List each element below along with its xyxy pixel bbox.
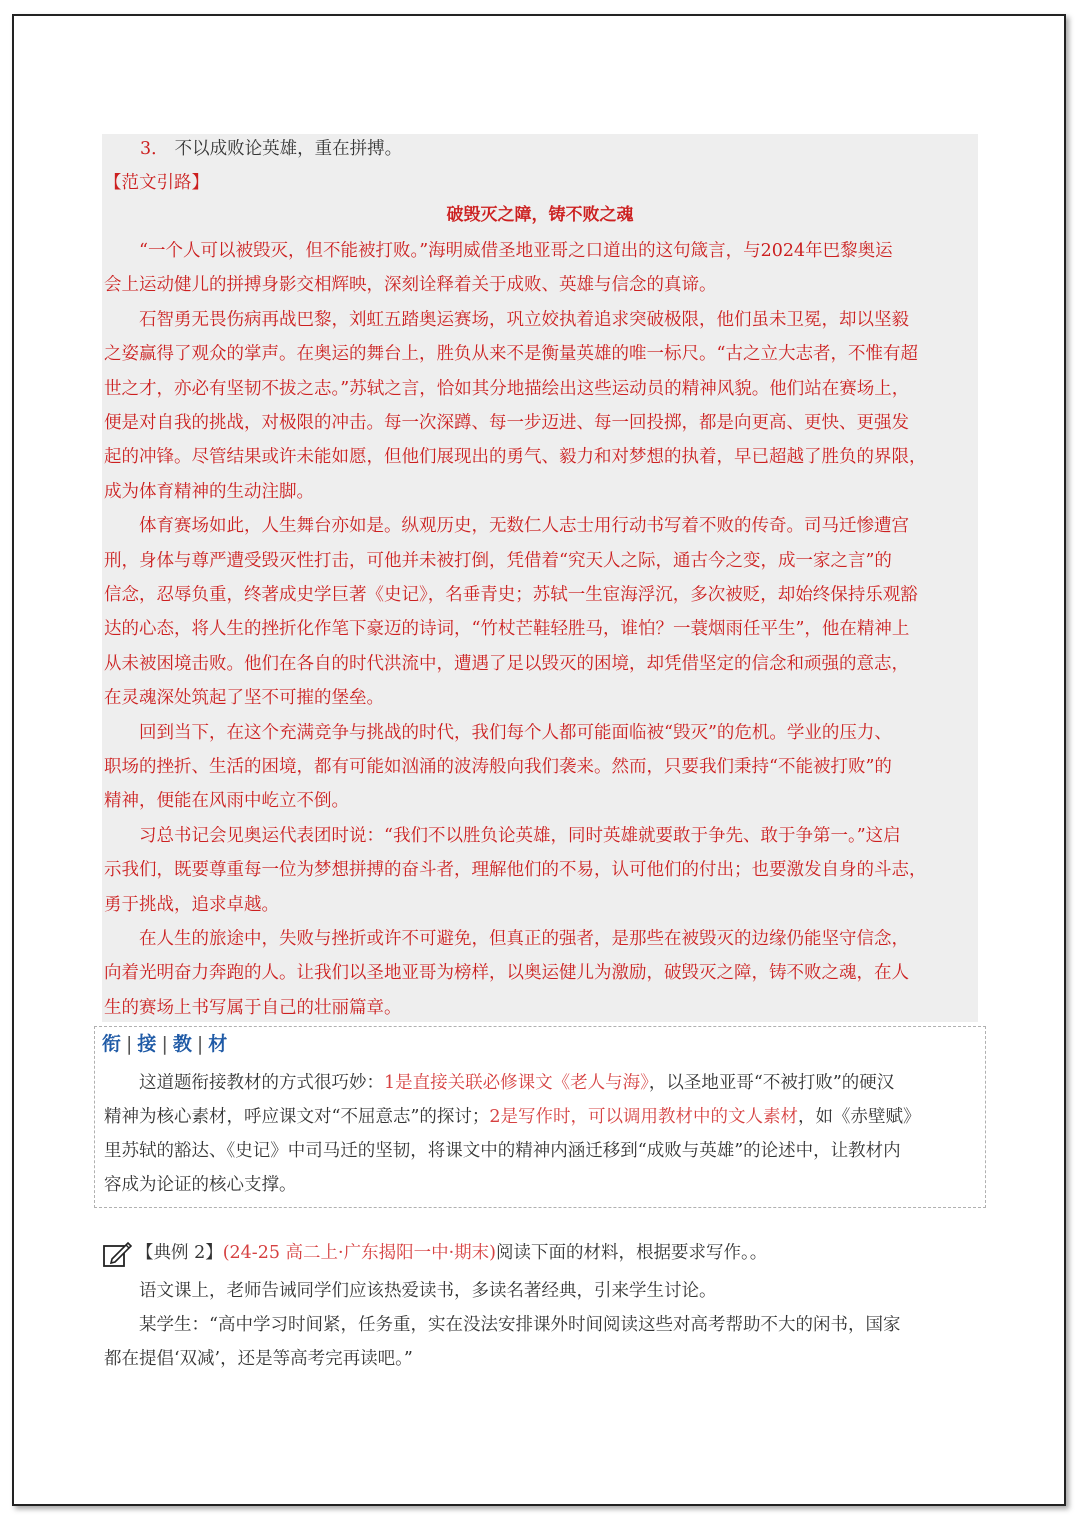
essay-line: 体育赛场如此，人生舞台亦如是。纵观历史，无数仁人志士用行动书写着不败的传奇。司马迁惨遭宫 — [139, 516, 909, 537]
example-paragraph: 语文课上，老师告诫同学们应该热爱读书，多读名著经典，引来学生讨论。 — [139, 1281, 717, 1301]
essay-line: 起的冲锋。尽管结果或许未能如愿，但他们展现出的勇气、毅力和对梦想的执着，早已超越了胜负的界限， — [104, 447, 927, 468]
essay-line: “一个人可以被毁灭，但不能被打败。”海明威借圣地亚哥之口道出的这句箴言，与2024年巴黎奥运 — [139, 241, 893, 261]
pencil-edit-icon — [102, 1240, 132, 1268]
essay-line: 世之才，亦必有坚韧不拔之志。”苏轼之言，恰如其分地描绘出这些运动员的精神风貌。他们站在赛场上， — [104, 378, 910, 399]
example-label: 【典例 2】 — [136, 1243, 223, 1263]
textbook-point-1: 1是直接关联必修课文《老人与海》 — [384, 1073, 649, 1093]
essay-line: 向着光明奋力奔跑的人。让我们以圣地亚哥为榜样，以奥运健儿为激励，破毁灭之障，铸不败之魂，在人 — [104, 963, 909, 984]
essay-line: 生的赛场上书写属于自己的壮丽篇章。 — [104, 997, 402, 1018]
textbook-line — [104, 1100, 976, 1134]
essay-line: 从未被困境击败。他们在各自的时代洪流中，遭遇了足以毁灭的困境，却凭借坚定的信念和顽强的意志， — [104, 653, 909, 674]
essay-line: 职场的挫折、生活的困境，都有可能如汹涌的波涛般向我们袭来。然而，只要我们秉持“不能被打败”的 — [104, 757, 892, 777]
textbook-text: ，以圣地亚哥“不被打败”的硬汉 — [648, 1073, 895, 1093]
essay-line: 精神，便能在风雨中屹立不倒。 — [104, 791, 349, 812]
label-separator: | — [196, 1033, 206, 1055]
essay-line: 信念，忍辱负重，终著成史学巨著《史记》，名垂青史；苏轼一生宦海浮沉，多次被贬，却始终保持乐观豁 — [104, 585, 918, 605]
textbook-text: 精神为核心素材，呼应课文对“不屈意志”的探讨； — [104, 1107, 490, 1127]
essay-line: 在灵魂深处筑起了坚不可摧的堡垒。 — [104, 688, 384, 709]
textbook-text: ，如《赤壁赋》 — [798, 1107, 921, 1127]
essay-line: 便是对自我的挑战，对极限的冲击。每一次深蹲、每一步迈进、每一回投掷，都是向更高、更快、更强发 — [104, 413, 909, 433]
section-heading — [104, 132, 1012, 166]
essay-line: 成为体育精神的生动注脚。 — [104, 481, 314, 502]
essay-line: 石智勇无畏伤病再战巴黎，刘虹五踏奥运赛场，巩立姣执着追求突破极限，他们虽未卫冕，却以坚毅 — [139, 309, 909, 330]
textbook-link-label — [102, 1028, 229, 1060]
textbook-intro: 这道题衔接教材的方式很巧妙： — [139, 1073, 384, 1093]
essay-title: 破毁灭之障，铸不败之魂 — [446, 205, 634, 225]
essay-line: 回到当下，在这个充满竞争与挑战的时代，我们每个人都可能面临被“毁灭”的危机。学业的压力、 — [139, 722, 892, 743]
essay-line: 会上运动健儿的拼搏身影交相辉映，深刻诠释着关于成败、英雄与信念的真谛。 — [104, 275, 717, 296]
textbook-point-2: 2是写作时，可以调用教材中的文人素材 — [489, 1107, 799, 1127]
textbook-line — [104, 1066, 976, 1100]
example-paragraph: 某学生：“高中学习时间紧，任务重，实在没法安排课外时间阅读这些对高考帮助不大的闲书，国家 — [139, 1315, 901, 1335]
essay-line: 刑，身体与尊严遭受毁灭性打击，可他并未被打倒，凭借着“究天人之际，通古今之变，成一家之言”的 — [104, 550, 892, 571]
label-separator: | — [161, 1033, 170, 1055]
section-heading-text: 不以成败论英雄，重在拼搏。 — [174, 139, 403, 159]
section-number: 3． — [140, 139, 169, 159]
essay-line: 达的心态，将人生的挫折化作笔下豪迈的诗词，“竹杖芒鞋轻胜马，谁怕？一蓑烟雨任平生”，他在精神上 — [104, 619, 910, 640]
essay-line: 习总书记会见奥运代表团时说：“我们不以胜负论英雄，同时英雄就要敢于争先、敢于争第一。”这启 — [139, 825, 901, 846]
label-char: 教 — [172, 1033, 194, 1055]
textbook-line: 容成为论证的核心支撑。 — [104, 1175, 297, 1195]
essay-line: 勇于挑战，追求卓越。 — [104, 894, 279, 915]
model-guide-label: 【范文引路】 — [104, 173, 209, 193]
essay-line: 之姿赢得了观众的掌声。在奥运的舞台上，胜负从来不是衡量英雄的唯一标尺。“古之立大志者，不惟有超 — [104, 344, 918, 365]
label-char: 接 — [137, 1033, 159, 1055]
example-paragraph: 都在提倡‘双减’，还是等高考完再读吧。” — [104, 1349, 413, 1369]
example-heading — [136, 1236, 986, 1270]
textbook-line: 里苏轼的豁达、《史记》中司马迁的坚韧，将课文中的精神内涵迁移到“成败与英雄”的论述中，让教材内 — [104, 1141, 901, 1161]
label-char: 衔 — [102, 1033, 124, 1055]
label-separator: | — [126, 1033, 135, 1055]
essay-line: 示我们，既要尊重每一位为梦想拼搏的奋斗者，理解他们的不易，认可他们的付出；也要激发自身的斗志， — [104, 860, 927, 881]
example-source: (24-25 高二上·广东揭阳一中·期末) — [222, 1243, 496, 1263]
essay-line: 在人生的旅途中，失败与挫折或许不可避免，但真正的强者，是那些在被毁灭的边缘仍能坚守信念， — [139, 929, 909, 949]
label-char: 材 — [208, 1033, 230, 1055]
example-instruction: 阅读下面的材料，根据要求写作。。 — [496, 1243, 768, 1263]
